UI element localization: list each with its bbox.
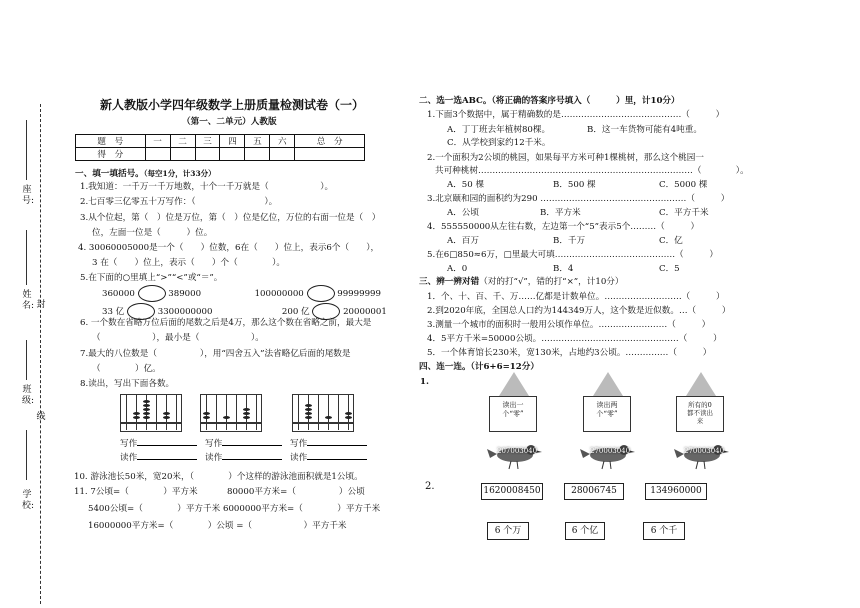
s1-q8: 8.读出，写出下面各数。	[80, 379, 175, 389]
score-entry-cell[interactable]	[145, 148, 170, 161]
house-card-2	[577, 372, 639, 452]
section4-heading: 四、连一连。（计6+6=12分）	[419, 362, 539, 372]
score-table-cell: 一	[145, 135, 170, 148]
exam-subtitle: （第一、二单元）人教版	[182, 117, 277, 127]
s2-q4: 4．555550000从左往右数，左边第一个“5”表示5个………（ ）	[427, 222, 700, 232]
compare-right: 3300000000	[157, 307, 213, 317]
s1-q2: 2.七百零三亿零五十万写作：（ ）。	[80, 197, 278, 207]
score-table-cell: 二	[170, 135, 195, 148]
binding-dashed-line	[40, 104, 41, 604]
section3-heading-line	[419, 277, 623, 288]
read-answer-3[interactable]	[307, 450, 367, 460]
compare-right: 389000	[168, 289, 202, 299]
write-line-2	[205, 436, 282, 450]
house-card-1	[483, 372, 545, 452]
read-answer-2[interactable]	[222, 450, 282, 460]
bird-number: 207003040	[497, 447, 538, 455]
compare-right: 20000001	[343, 307, 387, 317]
section2-heading: 二、选一选ABC。（将正确的答案序号填入（ ）里，计10分）	[419, 96, 680, 106]
compare-row-1	[102, 285, 381, 302]
number-box-2[interactable]: 28006745	[564, 483, 624, 500]
s1-q1: 1.我知道：一千万一千万地数，十个一千万就是（ ）。	[80, 182, 334, 192]
s1-q4b: 3 在（ ）位上，表示（ ）个（ ）。	[92, 258, 285, 268]
seat-label: 座号:	[22, 185, 35, 206]
number-box-3[interactable]: 134960000	[645, 483, 707, 500]
seal-mark-1: 封	[36, 300, 46, 310]
bird-card-2	[578, 441, 638, 471]
s2-q5-option-b: B．4	[553, 264, 574, 274]
score-entry-cell[interactable]	[195, 148, 220, 161]
s3-item-3: 3.测量一个城市的面积时一般用公顷作单位。……………………（ ）	[427, 320, 711, 330]
place-box-1[interactable]: 6 个万	[487, 522, 529, 540]
seat-line	[26, 120, 27, 180]
compare-circle[interactable]	[307, 285, 335, 302]
read-answer-1[interactable]	[137, 450, 197, 460]
score-table	[75, 134, 365, 161]
compare-left: 33 亿	[102, 307, 125, 317]
read-label: 读作	[205, 453, 223, 463]
exam-title: 新人教版小学四年级数学上册质量检测试卷（一）	[100, 98, 365, 112]
score-entry-cell[interactable]	[245, 148, 270, 161]
write-label: 写作	[205, 439, 223, 449]
compare-circle[interactable]	[138, 285, 166, 302]
s1-q11a-2: 80000平方米=（ ）公顷	[227, 487, 365, 497]
compare-left: 100000000	[254, 289, 304, 299]
score-entry-cell[interactable]	[270, 148, 295, 161]
bird-number: 270003040	[684, 447, 725, 455]
s1-q11b-1: 5400公顷=（ ）平方千米	[88, 504, 221, 514]
compare-left: 360000	[102, 289, 135, 299]
s1-q4a: 4. 30060005000是一个（ ）位数，6在（ ）位上，表示6个（ ），	[78, 243, 380, 253]
read-line-1	[120, 450, 197, 464]
score-table-cell: 三	[195, 135, 220, 148]
s1-q3a: 3.从个位起，第（ ）位是万位，第（ ）位是亿位，万位的右面一位是（ ）	[80, 213, 381, 223]
s1-q7b: （ ）亿。	[92, 364, 161, 374]
s1-q6b: （ ），最小是（ ）。	[92, 333, 264, 343]
s3-item-4: 4．5平方千米=50000公顷。…………………………………………（ ）	[427, 334, 722, 344]
compare-left: 200 亿	[281, 307, 310, 317]
school-label: 学校:	[22, 490, 35, 511]
s2-q4-option-a: A．百万	[447, 236, 479, 246]
section1-heading: 一、填一填括号。	[75, 169, 144, 179]
score-entry-cell[interactable]	[220, 148, 245, 161]
write-line-3	[290, 436, 367, 450]
s1-q11b-2: 6000000平方米=（ ）平方千米	[223, 504, 381, 514]
s2-q5-option-a: A．0	[447, 264, 468, 274]
write-label: 写作	[290, 439, 308, 449]
read-line-3	[290, 450, 367, 464]
bird-icon	[672, 441, 732, 471]
section1-heading-line	[75, 168, 216, 180]
s3-item-2: 2.到2020年底，全国总人口约为144349万人，这个数是近似数。…（ ）	[427, 306, 731, 316]
section3-heading: 三、辨一辨对错	[419, 277, 480, 287]
s1-q5: 5.在下面的○里填上“>”“<”或“＝”。	[80, 273, 223, 283]
section1-note: （每空1分，计33分）	[143, 169, 216, 178]
place-box-2[interactable]: 6 个亿	[565, 522, 605, 540]
write-label: 写作	[120, 439, 138, 449]
number-box-1[interactable]: 1620008450	[481, 483, 543, 500]
s2-q3-option-c: C．平方千米	[659, 208, 709, 218]
s1-q10: 10. 游泳池长50米，宽20米，（ ）个这样的游泳池面积就是1公顷。	[74, 472, 363, 482]
score-entry-cell[interactable]	[295, 148, 365, 161]
name-line	[26, 230, 27, 285]
s1-q11c: 16000000平方米=（ ）公顷 =（ ）平方千米	[88, 521, 347, 531]
bird-icon	[485, 441, 545, 471]
s2-q4-option-c: C．亿	[659, 236, 683, 246]
score-table-cell: 六	[270, 135, 295, 148]
counting-frame-1	[120, 392, 182, 432]
bird-icon	[578, 441, 638, 471]
score-table-cell: 总 分	[295, 135, 365, 148]
section3-note: （对的打“√”，错的打“×”，计10分）	[479, 277, 624, 287]
place-box-3[interactable]: 6 个千	[643, 522, 685, 540]
s2-q1: 1.下面3个数据中，属于精确数的是……………………………………（ ）	[427, 110, 725, 120]
bird-number: 270003040	[590, 447, 631, 455]
s2-q5-option-c: C．5	[659, 264, 680, 274]
s2-q2b: 共可种桃树…………………………………………………………………（ ）。	[435, 166, 749, 176]
compare-right: 99999999	[337, 289, 381, 299]
connect-part-1-label: 1.	[420, 377, 429, 387]
bird-card-3	[672, 441, 732, 471]
s2-q4-option-b: B．千万	[553, 236, 586, 246]
read-line-2	[205, 450, 282, 464]
score-table-score-row	[76, 148, 365, 161]
read-label: 读作	[120, 453, 138, 463]
house-text: 所有的0 都不读出 来	[676, 396, 724, 432]
s3-item-1: 1．个、十、百、千、万……亿都是计数单位。………………………（ ）	[427, 292, 725, 302]
s2-q2-option-b: B．500 棵	[553, 180, 596, 190]
seal-mark-2: 线	[36, 412, 46, 422]
s2-q3: 3.北京颐和园的面积约为290 ……………………………………………（ ）	[427, 194, 730, 204]
s2-q3-option-b: B．平方米	[540, 208, 581, 218]
s2-q2-option-a: A．50 棵	[447, 180, 485, 190]
write-answer-1[interactable]	[137, 436, 197, 446]
counting-frame-2	[200, 392, 262, 432]
read-label: 读作	[290, 453, 308, 463]
s2-q5: 5.在6□850≈6万，□里最大可填……………………………………（ ）	[427, 250, 719, 260]
score-table-cell: 四	[220, 135, 245, 148]
score-table-row-label: 得 分	[76, 148, 146, 161]
score-entry-cell[interactable]	[170, 148, 195, 161]
s1-q11a-1: 11. 7公顷=（ ）平方米	[74, 487, 198, 497]
s2-q1-option-c: C．从学校到家约12千米。	[447, 138, 551, 148]
write-answer-3[interactable]	[307, 436, 367, 446]
score-table-header-row	[76, 135, 365, 148]
s1-q7a: 7.最大的八位数是（ ），用“四舍五入”法省略亿后面的尾数是	[80, 349, 351, 359]
house-text: 读出两 个“零”	[583, 396, 631, 432]
house-card-3	[670, 372, 732, 452]
s2-q1-option-a: A．丁丁班去年植树80棵。	[447, 125, 551, 135]
connect-part-2-label: 2.	[425, 481, 435, 492]
score-table-cell: 五	[245, 135, 270, 148]
write-answer-2[interactable]	[222, 436, 282, 446]
s2-q3-option-a: A．公顷	[447, 208, 479, 218]
bird-card-1	[485, 441, 545, 471]
s2-q1-option-b: B．这一车货物可能有4吨重。	[587, 125, 702, 135]
s2-q2a: 2.一个面积为2公顷的桃园，如果每平方米可种1棵桃树，那么这个桃园一	[427, 153, 704, 163]
s2-q2-option-c: C．5000 棵	[659, 180, 708, 190]
house-text: 读出一 个“零”	[489, 396, 537, 432]
class-line	[26, 340, 27, 380]
score-table-cell: 题 号	[76, 135, 146, 148]
name-label: 姓名:	[22, 290, 35, 311]
s1-q6a: 6. 一个数在省略万位后面的尾数之后是4万，那么这个数在省略之前，最大是	[80, 318, 372, 328]
school-line	[26, 430, 27, 480]
write-line-1	[120, 436, 197, 450]
s3-item-5: 5．一个体育馆长230米，宽130米，占地约3公顷。……………（ ）	[427, 348, 712, 358]
counting-frame-3	[292, 392, 354, 432]
class-label: 班级:	[22, 385, 35, 406]
s1-q3b: 位，左面一位是（ ）位。	[92, 228, 213, 238]
